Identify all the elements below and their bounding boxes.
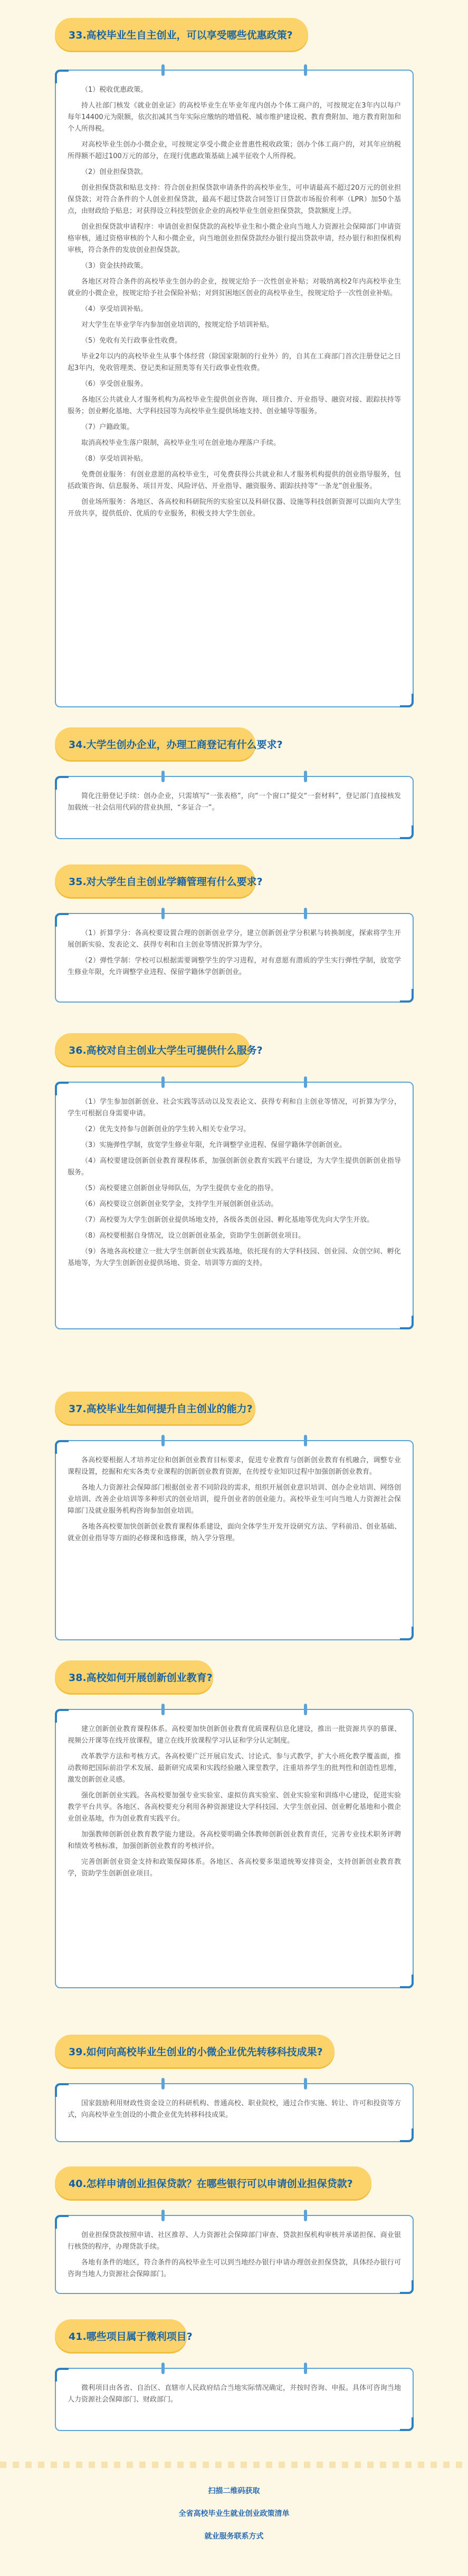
- section-title-tag: [55, 2319, 193, 2352]
- paragraph: （3）资金扶持政策。: [81, 262, 148, 270]
- section-title-tag: [55, 1660, 213, 1693]
- paragraph: （6）高校要设立创新创业奖学金，支持学生开展创新创业活动。: [81, 1200, 278, 1208]
- divider: [0, 2462, 468, 2468]
- clip-decoration: [304, 2210, 307, 2221]
- clip-decoration: [161, 2078, 165, 2089]
- paragraph: 建立创新创业教育课程体系。高校要加快创新创业教育优质课程信息化建设，推出一批资源共享的慕课、视频公开课等在线开放课程，建立在线开放课程学习认证和学分认定制度。: [68, 1725, 401, 1745]
- paragraph: 国家鼓励利用财政性资金设立的科研机构、普通高校、职业院校，通过合作实施、转让、许可和投资等方式，向高校毕业生创设的小微企业优先转移科技成果。: [68, 2099, 401, 2119]
- paragraph: （5）高校要建立创新创业导师队伍，为学生提供专业化的指导。: [81, 1184, 278, 1192]
- clip-decoration: [161, 2210, 165, 2221]
- paragraph: （7）高校要为大学生创新创业提供场地支持，各级各类创业园、孵化基地等优先向大学生开放。: [81, 1216, 374, 1224]
- clip-decoration: [161, 64, 165, 76]
- section-title: 38.高校如何开展创新创业教育?: [69, 1672, 213, 1684]
- clip-decoration: [304, 1435, 307, 1446]
- paragraph: 加强教师创新创业教育教学能力建设。各高校要明确全体教师创新创业教育责任，完善专业技术职务评聘和绩效考核标准，加强创新创业教育的考核评价。: [68, 1831, 401, 1850]
- paragraph: 持人社部门核发《就业创业证》的高校毕业生在毕业年度内创办个体工商户的，可按规定在3年内以每户每年14400元为限额，依次扣减其当年实际应缴纳的增值税、城市维护建设税、教育费附加、地方教育附加和个人所得税。: [68, 102, 401, 133]
- section-title-tag: [55, 727, 283, 760]
- paragraph: 创业担保贷款按照申请、社区推荐、人力资源社会保障部门审查、贷款担保机构审核并承诺担保、商业银行核贷的程序，办理贷款手续。: [68, 2231, 401, 2251]
- section-title-tag: [55, 864, 263, 897]
- section-content-box: [55, 1440, 414, 1640]
- paragraph: （4）享受培训补贴。: [81, 305, 148, 313]
- footer-policy-link[interactable]: 全省高校毕业生就业创业政策清单: [178, 2510, 290, 2518]
- clip-decoration: [304, 1076, 307, 1088]
- section-title: 37.高校毕业生如何提升自主创业的能力?: [69, 1403, 253, 1415]
- clip-decoration: [304, 908, 307, 919]
- section-title-tag: [55, 18, 308, 51]
- clip-decoration: [161, 1076, 165, 1088]
- paragraph: 毕业2年以内的高校毕业生从事个体经营（除国家限制的行业外）的，自其在工商部门首次注册登记之日起3年内，免收管理类、登记类和证照类等有关行政事业性收费。: [68, 353, 401, 372]
- section-content-box: [55, 776, 414, 839]
- paragraph: 完善创新创业资金支持和政策保障体系。各地区、各高校要多渠道统筹安排资金，支持创新创业教育教学，资助学生创新创业项目。: [68, 1858, 401, 1878]
- paragraph: 强化创新创业实践。各高校要加强专业实验室、虚拟仿真实验室、创业实验室和训练中心建设，促进实验教学平台共享。各地区、各高校要充分利用各种资源建设大学科技园、大学生创业园、创业孵化基地和小微企业创业基地，作为创业教育实践平台。: [68, 1792, 401, 1823]
- paragraph: 取消高校毕业生落户限制，高校毕业生可在创业地办理落户手续。: [81, 439, 281, 447]
- paragraph: 简化注册登记手续：创办企业，只需填写“一张表格”，向“一个窗口”提交“一套材料”，登记部门直接核发加载统一社会信用代码的营业执照，“多证合一”。: [68, 792, 401, 812]
- clip-decoration: [304, 64, 307, 76]
- clip-decoration: [161, 771, 165, 782]
- clip-decoration: [161, 1704, 165, 1715]
- paragraph: 免费创业服务：有创业意愿的高校毕业生，可免费获得公共就业和人才服务机构提供的创业指导服务，包括政策咨询、信息服务、项目开发、风险评估、开业指导、融资服务、跟踪扶持等“一条龙”创业服务。: [68, 471, 401, 490]
- paragraph: 创业场所服务：各地区、各高校和科研院所的实验室以及科研仪器、设施等科技创新资源可以面向大学生开放共享，提供低价、优质的专业服务，积极支持大学生创业。: [68, 498, 401, 518]
- section-content-box: [55, 2083, 414, 2142]
- paragraph: （8）高校要根据自身情况，设立创新创业基金，资助学生创新创业项目。: [81, 1232, 305, 1240]
- paragraph: 各地人力资源社会保障部门根据创业者不同阶段的需求，组织开展创业意识培训、创办企业培训、网络创业培训、改善企业培训等多种形式的创业培训，提升创业者的创业能力。高校毕业生可向当地人力资源社会保障部门及就业服务机构咨询参加创业培训。: [68, 1484, 401, 1515]
- clip-decoration: [161, 2363, 165, 2374]
- paragraph: 对大学生在毕业学年内参加创业培训的，按规定给予培训补贴。: [81, 321, 274, 329]
- clip-decoration: [304, 1704, 307, 1715]
- section-title: 41.哪些项目属于微利项目?: [69, 2331, 193, 2342]
- paragraph: （9）各地各高校建立一批大学生创新创业实践基地，依托现有的大学科技园、创业园、众创空间、孵化基地等，为大学生创新创业提供场地、资金、培训等方面的支持。: [68, 1248, 401, 1267]
- clip-decoration: [304, 2363, 307, 2374]
- section-content-box: [55, 2215, 414, 2294]
- clip-decoration: [161, 908, 165, 919]
- section-title: 34.大学生创办企业，办理工商登记有什么要求?: [69, 739, 283, 751]
- footer-contact-link[interactable]: 就业服务联系方式: [204, 2532, 264, 2541]
- paragraph: （5）免收有关行政事业性收费。: [81, 337, 182, 345]
- section-title: 35.对大学生自主创业学籍管理有什么要求?: [69, 876, 263, 888]
- paragraph: 对高校毕业生创办小微企业，可按规定享受小微企业普惠性税收政策；创办个体工商户的，对其年应纳税所得额不超过100万元的部分，在现行优惠政策基础上减半征收个人所得税。: [68, 141, 401, 160]
- paragraph: 各地有条件的地区，符合条件的高校毕业生可以到当地经办银行申请办理创业担保贷款，具体经办银行可咨询当地人力资源社会保障部门。: [68, 2259, 401, 2278]
- paragraph: （1）折算学分：各高校要设置合理的创新创业学分，建立创新创业学分积累与转换制度，探索将学生开展创新实验、发表论文、获得专利和自主创业等情况折算为学分。: [68, 929, 401, 949]
- clip-decoration: [304, 2078, 307, 2089]
- section-title-tag: [55, 1033, 263, 1066]
- paragraph: （1）学生参加创新创业、社会实践等活动以及发表论文、获得专利和自主创业等情况，可折算为学分，学生可根据自身需要申请。: [68, 1098, 401, 1117]
- paragraph: （2）优先支持参与创新创业的学生转入相关专业学习。: [81, 1125, 251, 1133]
- paragraph: （2）创业担保贷款。: [81, 168, 148, 176]
- section-title: 39.如何向高校毕业生创业的小微企业优先转移科技成果?: [69, 2046, 323, 2058]
- footer-qr-label: 扫描二维码获取: [208, 2487, 260, 2495]
- section-content-box: [55, 913, 414, 1003]
- paragraph: （6）享受创业服务。: [81, 380, 148, 388]
- paragraph: （1）税收优惠政策。: [81, 86, 148, 94]
- paragraph: （7）户籍政策。: [81, 423, 134, 431]
- paragraph: 改革教学方法和考核方式。各高校要广泛开展启发式、讨论式、参与式教学，扩大小班化教学覆盖面，推动教师把国际前沿学术发展、最新研究成果和实践经验融入课堂教学，注重培养学生的批判性和创造性思维，激发创新创业灵感。: [68, 1753, 401, 1784]
- clip-decoration: [161, 1435, 165, 1446]
- paragraph: 各地各高校要加快创新创业教育课程体系建设，面向全体学生开发开设研究方法、学科前沿、创业基础、就业创业指导等方面的必修课和选修课，纳入学分管理。: [68, 1523, 401, 1542]
- section-title-tag: [55, 1392, 255, 1424]
- paragraph: 创业担保贷款申请程序：申请创业担保贷款的高校毕业生和小微企业向当地人力资源社会保障部门申请资格审核，通过资格审核的个人和小微企业，向当地创业担保贷款经办银行提出贷款申请，经办银行和担保机构审核，符合条件的发放创业担保贷款。: [68, 223, 401, 254]
- paragraph: 各地区对符合条件的高校毕业生创办的企业，按规定给予一次性创业补贴；对吸纳离校2年内高校毕业生就业的小微企业，按规定给予社会保险补贴；对到贫困地区创业的高校毕业生，按规定给予一次性创业补贴。: [68, 278, 401, 297]
- paragraph: （8）享受培训补贴。: [81, 455, 148, 463]
- section-content-box: [55, 2368, 414, 2431]
- section-title: 33.高校毕业生自主创业，可以享受哪些优惠政策?: [69, 30, 293, 41]
- paragraph: （3）实施弹性学制，放宽学生修业年限，允许调整学业进程、保留学籍休学创新创业。: [81, 1141, 347, 1149]
- section-title-tag: [55, 2035, 335, 2067]
- section-content-box: [55, 1709, 414, 1988]
- paragraph: （4）高校要建设创新创业教育课程体系，加强创新创业教育实践平台建设，为大学生提供创新创业指导服务。: [68, 1157, 401, 1177]
- section-content-box: [55, 1082, 414, 1329]
- section-content-box: [55, 70, 414, 707]
- paragraph: 各地区公共就业人才服务机构为高校毕业生提供创业咨询、项目推介、开业指导、融资对接、跟踪扶持等服务；创业孵化基地、大学科技园等为高校毕业生提供场地支持、创业辅导等服务。: [68, 396, 401, 415]
- clip-decoration: [304, 771, 307, 782]
- paragraph: 各高校要根据人才培养定位和创新创业教育目标要求，促进专业教育与创新创业教育有机融合，调整专业课程设置，挖掘和充实各类专业课程的创新创业教育资源，在传授专业知识过程中加强创新创业教育。: [68, 1456, 401, 1476]
- section-title: 36.高校对自主创业大学生可提供什么服务?: [69, 1045, 263, 1056]
- paragraph: 创业担保贷款和贴息支持：符合创业担保贷款申请条件的高校毕业生，可申请最高不超过20万元的创业担保贷款；对符合条件的个人创业担保贷款，最高不超过贷款合同签订日贷款市场报价利率（LPR）加50个基点，由财政给予贴息；对获得设立科技型创业企业的高校毕业生创业担保贷款，贷款额度上浮。: [68, 184, 401, 215]
- section-title-tag: [55, 2166, 371, 2199]
- paragraph: 微利项目由各省、自治区、直辖市人民政府结合当地实际情况确定，并按时咨询、申报。具体可咨询当地人力资源社会保障部门、财政部门。: [68, 2384, 401, 2404]
- paragraph: （2）弹性学制：学校可以根据需要调整学生的学习进程，对有意愿有潜质的学生实行弹性学制，放宽学生修业年限，允许调整学业进程、保留学籍休学创新创业。: [68, 957, 401, 976]
- section-title: 40.怎样申请创业担保贷款？在哪些银行可以申请创业担保贷款?: [69, 2178, 353, 2190]
